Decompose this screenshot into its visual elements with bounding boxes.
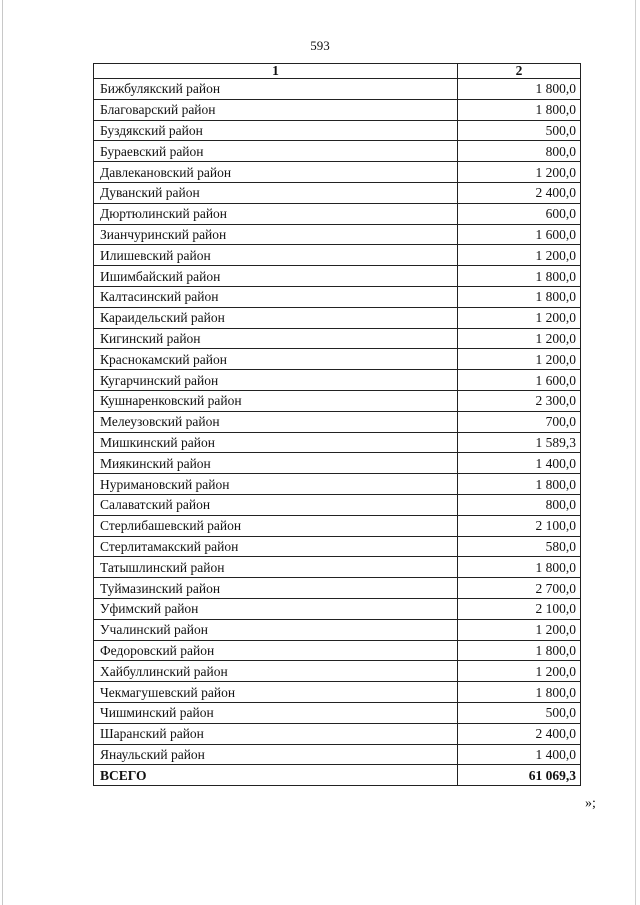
district-name: Салаватский район <box>94 494 458 515</box>
district-name: Кушнаренковский район <box>94 390 458 411</box>
allocation-amount: 2 400,0 <box>458 723 581 744</box>
table-row <box>94 328 581 349</box>
allocation-amount: 1 800,0 <box>458 640 581 661</box>
district-name: Чишминский район <box>94 702 458 723</box>
table-row <box>94 432 581 453</box>
district-name: Чекмагушевский район <box>94 682 458 703</box>
table-row <box>94 723 581 744</box>
allocation-amount: 2 100,0 <box>458 515 581 536</box>
district-name: Федоровский район <box>94 640 458 661</box>
table-body <box>94 79 581 786</box>
district-name: Стерлитамакский район <box>94 536 458 557</box>
table-row <box>94 162 581 183</box>
allocation-amount: 2 300,0 <box>458 390 581 411</box>
allocation-amount: 1 400,0 <box>458 453 581 474</box>
table-header-row <box>94 64 581 79</box>
table-row <box>94 224 581 245</box>
table-row <box>94 286 581 307</box>
table-row <box>94 390 581 411</box>
district-name: Татышлинский район <box>94 557 458 578</box>
column-header-1: 1 <box>94 64 458 79</box>
table-row <box>94 494 581 515</box>
district-name: Илишевский район <box>94 245 458 266</box>
table-row <box>94 744 581 765</box>
allocation-amount: 1 200,0 <box>458 328 581 349</box>
district-name: Стерлибашевский район <box>94 515 458 536</box>
district-name: Дюртюлинский район <box>94 203 458 224</box>
table-row <box>94 474 581 495</box>
table-row <box>94 266 581 287</box>
district-name: Кугарчинский район <box>94 370 458 391</box>
allocation-amount: 2 400,0 <box>458 182 581 203</box>
district-name: Ишимбайский район <box>94 266 458 287</box>
district-name: Миякинский район <box>94 453 458 474</box>
allocation-amount: 1 800,0 <box>458 286 581 307</box>
allocation-amount: 1 200,0 <box>458 162 581 183</box>
table-row <box>94 682 581 703</box>
allocation-amount: 1 800,0 <box>458 474 581 495</box>
total-label: ВСЕГО <box>94 765 458 786</box>
district-name: Шаранский район <box>94 723 458 744</box>
table-row <box>94 79 581 100</box>
district-name: Караидельский район <box>94 307 458 328</box>
district-name: Туймазинский район <box>94 578 458 599</box>
table-row <box>94 661 581 682</box>
allocation-amount: 1 800,0 <box>458 99 581 120</box>
allocation-amount: 1 200,0 <box>458 349 581 370</box>
table-row <box>94 182 581 203</box>
allocation-amount: 500,0 <box>458 702 581 723</box>
allocation-amount: 1 800,0 <box>458 79 581 100</box>
allocation-amount: 800,0 <box>458 141 581 162</box>
table-row <box>94 578 581 599</box>
table-row <box>94 141 581 162</box>
district-name: Буздякский район <box>94 120 458 141</box>
table-row <box>94 453 581 474</box>
district-name: Мишкинский район <box>94 432 458 453</box>
district-name: Учалинский район <box>94 619 458 640</box>
district-name: Кигинский район <box>94 328 458 349</box>
allocation-amount: 1 200,0 <box>458 307 581 328</box>
table-row <box>94 536 581 557</box>
table-row <box>94 307 581 328</box>
table-row <box>94 411 581 432</box>
table-row <box>94 245 581 266</box>
district-name: Давлекановский район <box>94 162 458 183</box>
allocation-amount: 500,0 <box>458 120 581 141</box>
district-name: Краснокамский район <box>94 349 458 370</box>
total-amount: 61 069,3 <box>458 765 581 786</box>
district-name: Калтасинский район <box>94 286 458 307</box>
table-row <box>94 120 581 141</box>
district-name: Дуванский район <box>94 182 458 203</box>
allocation-amount: 580,0 <box>458 536 581 557</box>
district-name: Янаульский район <box>94 744 458 765</box>
table-row <box>94 557 581 578</box>
allocation-table <box>93 63 581 786</box>
scan-edge-right <box>635 0 636 905</box>
allocation-amount: 2 100,0 <box>458 598 581 619</box>
district-name: Благоварский район <box>94 99 458 120</box>
district-name: Бижбулякский район <box>94 79 458 100</box>
allocation-amount: 1 800,0 <box>458 557 581 578</box>
allocation-amount: 1 589,3 <box>458 432 581 453</box>
allocation-amount: 1 800,0 <box>458 266 581 287</box>
total-row <box>94 765 581 786</box>
allocation-amount: 1 600,0 <box>458 370 581 391</box>
district-name: Бураевский район <box>94 141 458 162</box>
allocation-amount: 2 700,0 <box>458 578 581 599</box>
allocation-amount: 1 200,0 <box>458 245 581 266</box>
table-row <box>94 203 581 224</box>
table-row <box>94 99 581 120</box>
allocation-amount: 1 200,0 <box>458 661 581 682</box>
district-name: Зианчуринский район <box>94 224 458 245</box>
table-row <box>94 515 581 536</box>
column-header-2: 2 <box>458 64 581 79</box>
allocation-amount: 1 800,0 <box>458 682 581 703</box>
table-row <box>94 598 581 619</box>
allocation-amount: 1 200,0 <box>458 619 581 640</box>
table-row <box>94 349 581 370</box>
district-name: Уфимский район <box>94 598 458 619</box>
page-number: 593 <box>310 38 330 53</box>
allocation-amount: 600,0 <box>458 203 581 224</box>
allocation-amount: 1 600,0 <box>458 224 581 245</box>
table-row <box>94 640 581 661</box>
allocation-amount: 800,0 <box>458 494 581 515</box>
allocation-amount: 700,0 <box>458 411 581 432</box>
district-name: Хайбуллинский район <box>94 661 458 682</box>
district-name: Мелеузовский район <box>94 411 458 432</box>
table-row <box>94 619 581 640</box>
table-row <box>94 370 581 391</box>
table-row <box>94 702 581 723</box>
allocation-amount: 1 400,0 <box>458 744 581 765</box>
district-name: Нуримановский район <box>94 474 458 495</box>
scan-edge-left <box>2 0 3 905</box>
closing-quote-mark: »; <box>585 796 596 811</box>
